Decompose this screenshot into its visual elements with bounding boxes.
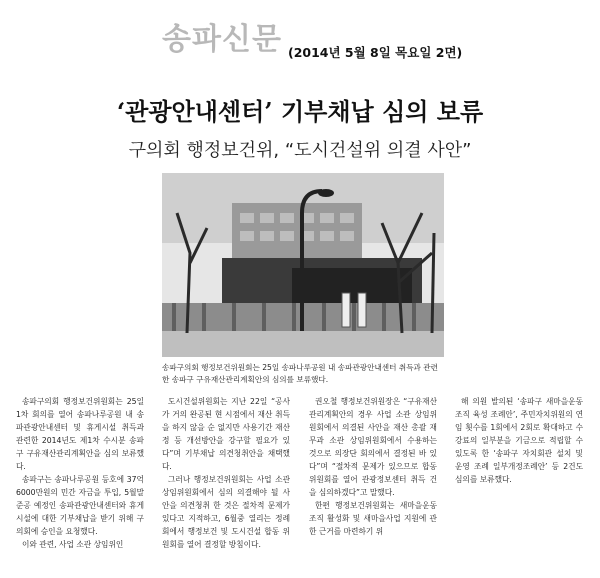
article-paragraph: 이와 관련, 사업 소관 상임위인 [22, 540, 124, 549]
article-column-4 [455, 395, 583, 575]
photo-caption: 송파구의회 행정보건위원회는 25일 송파나루공원 내 송파관광안내센터 취득과 관련한 송파구 구유재산관리계획안의 심의를 보류했다. [162, 363, 438, 384]
article-paragraph: 도시건설위원회는 지난 22일 “공사가 거의 완공된 현 시점에서 재산 취득을 하지 않을 순 없지만 사용기간 재산정 등 개선방안을 강구할 필요가 있다”며 기부채납 의견청취안을 채택했다. [162, 397, 290, 471]
publication-dateline: (2014년 5월 8일 목요일 2면) [288, 45, 463, 60]
article-paragraph: 권오철 행정보건위원장은 “구유재산관리계획안의 경우 사업 소관 상임위원회에서 의결된 사안을 재산 총괄 재무과 소관 상임위원회에서 수용하는 것으로 의장단 회의에서 결정된 바 있다”며 “절차적 문제가 있으므로 합동 위원회를 열어 관광정보센터 취득 건을 심의하겠다”고 말했다. [309, 397, 437, 497]
article-subhead: 구의회 행정보건위, “도시건설위 의결 사안” [128, 140, 472, 161]
article-paragraph: 해 의원 발의된 ‘송파구 새마을운동 조직 육성 조례안’, 주민자치위원의 연임 횟수를 1회에서 2회로 확대하고 수강료의 일부분을 기금으로 적립할 수 있도록 한 ‘송파구 자치회관 설치 및 운영 조례 일부개정조례안’ 등 2건도 심의를 보류했다. [455, 397, 583, 484]
article-paragraph: 송파구의회 행정보건위원회는 25일 1차 회의를 열어 송파나루공원 내 송파관광안내센터 및 휴게시설 취득과 관련한 2014년도 제1차 수시분 송파구 구유재산관리계획안을 심의 보류했다. [16, 397, 144, 471]
article-paragraph: 그러나 행정보건위원회는 사업 소관 상임위원회에서 심의 의결해야 될 사안을 의견청취 한 것은 절차적 문제가 있다고 지적하고, 6월중 열리는 정례회에서 행정보건 및 도시건설 합동 위원회를 열어 결정할 방침이다. [162, 475, 290, 549]
article-paragraph: 송파구는 송파나루공원 등호에 37억6000만원의 민간 자금을 투입, 5월말 준공 예정인 송파관광안내센터와 휴게시설에 대한 기부채납을 받기 위해 구의회에 승인을 요청했다. [16, 475, 144, 536]
article-column-2 [162, 395, 290, 575]
article-headline: ‘관광안내센터’ 기부채납 심의 보류 [116, 97, 484, 126]
article-paragraph: 한편 행정보건위원회는 새마을운동 조직 활성화 및 새마을사업 지원에 관한 근거를 마련하기 위 [309, 501, 437, 536]
newspaper-masthead: 송파신문 [162, 22, 282, 57]
article-photo [162, 173, 444, 357]
article-column-3 [309, 395, 437, 575]
tourist-center-photo-illustration [162, 173, 444, 357]
article-column-1 [16, 395, 144, 575]
